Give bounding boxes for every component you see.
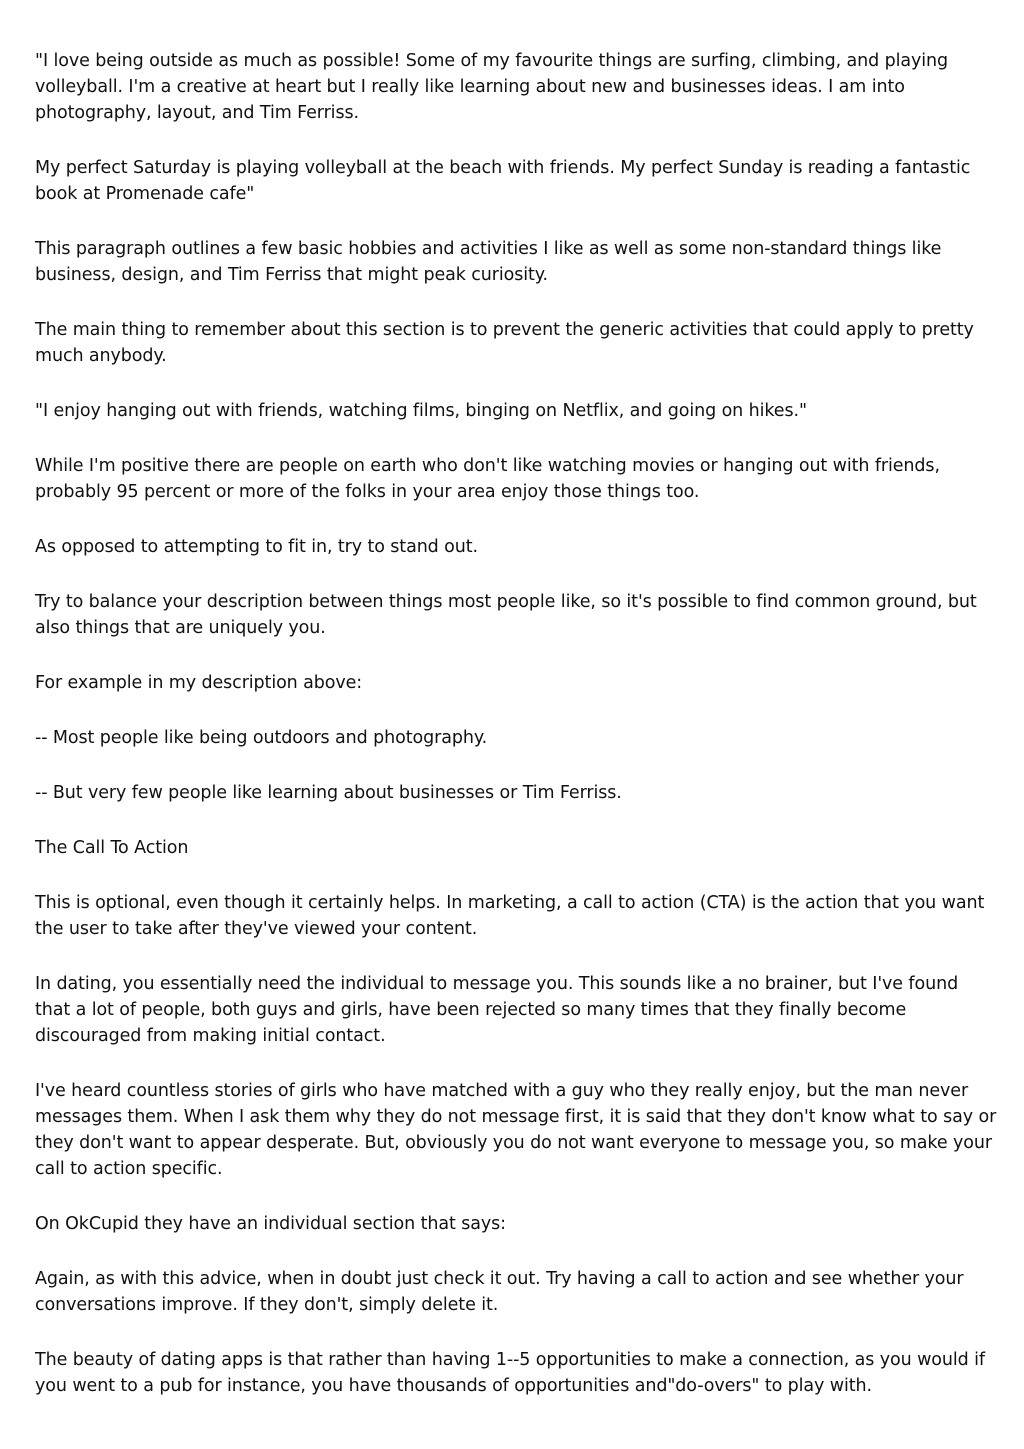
paragraph-hobbies-outline: This paragraph outlines a few basic hobbies and activities I like as well as some non-standard things like business, design, and Tim Ferriss that might peak curiosity. xyxy=(35,239,942,285)
paragraph-check-it-out: Again, as with this advice, when in doubt just check it out. Try having a call to action and see whether your conversations improve. If they don't, simply delete it. xyxy=(35,1269,964,1315)
paragraph-generic-example: "I enjoy hanging out with friends, watching films, binging on Netflix, and going on hikes." xyxy=(35,401,807,421)
paragraph-avoid-generic: The main thing to remember about this section is to prevent the generic activities that could apply to pretty much anybody. xyxy=(35,320,974,366)
paragraph-perfect-weekend: My perfect Saturday is playing volleyball at the beach with friends. My perfect Sunday is reading a fantastic book at Promenade cafe" xyxy=(35,158,971,204)
paragraph-common-things: While I'm positive there are people on earth who don't like watching movies or hanging out with friends, probably 95 percent or more of the folks in your area enjoy those things too. xyxy=(35,456,940,502)
paragraph-dating-message: In dating, you essentially need the individual to message you. This sounds like a no brainer, but I've found that a lot of people, both guys and girls, have been rejected so many times that they finally become discouraged from making initial contact. xyxy=(35,974,959,1046)
paragraph-cta-optional: This is optional, even though it certainly helps. In marketing, a call to action (CTA) is the action that you want the user to take after they've viewed your content. xyxy=(35,893,985,939)
paragraph-countless-stories: I've heard countless stories of girls who have matched with a guy who they really enjoy, but the man never messages them. When I ask them why they do not message first, it is said that they don't know what to say or they don't want to appear desperate. But, obviously you do not want everyone to message you, so make your call to action specific. xyxy=(35,1081,997,1179)
paragraph-balance-description: Try to balance your description between things most people like, so it's possible to find common ground, but also things that are uniquely you. xyxy=(35,592,977,638)
section-heading-call-to-action: The Call To Action xyxy=(35,838,189,858)
paragraph-dating-apps-beauty: The beauty of dating apps is that rather than having 1--5 opportunities to make a connection, as you would if you went to a pub for instance, you have thousands of opportunities and"do-overs" to play with. xyxy=(35,1350,985,1396)
paragraph-example-intro: For example in my description above: xyxy=(35,673,363,693)
list-item-most-people: -- Most people like being outdoors and photography. xyxy=(35,728,488,748)
list-item-few-people: -- But very few people like learning about businesses or Tim Ferriss. xyxy=(35,783,622,803)
paragraph-stand-out: As opposed to attempting to fit in, try to stand out. xyxy=(35,537,478,557)
paragraph-okcupid-section: On OkCupid they have an individual section that says: xyxy=(35,1214,506,1234)
paragraph-favourite-things: "I love being outside as much as possible! Some of my favourite things are surfing, climbing, and playing volleyball. I'm a creative at heart but I really like learning about new and businesses ideas. I am into photography, layout, and Tim Ferriss. xyxy=(35,51,949,123)
document-body xyxy=(35,48,997,1428)
